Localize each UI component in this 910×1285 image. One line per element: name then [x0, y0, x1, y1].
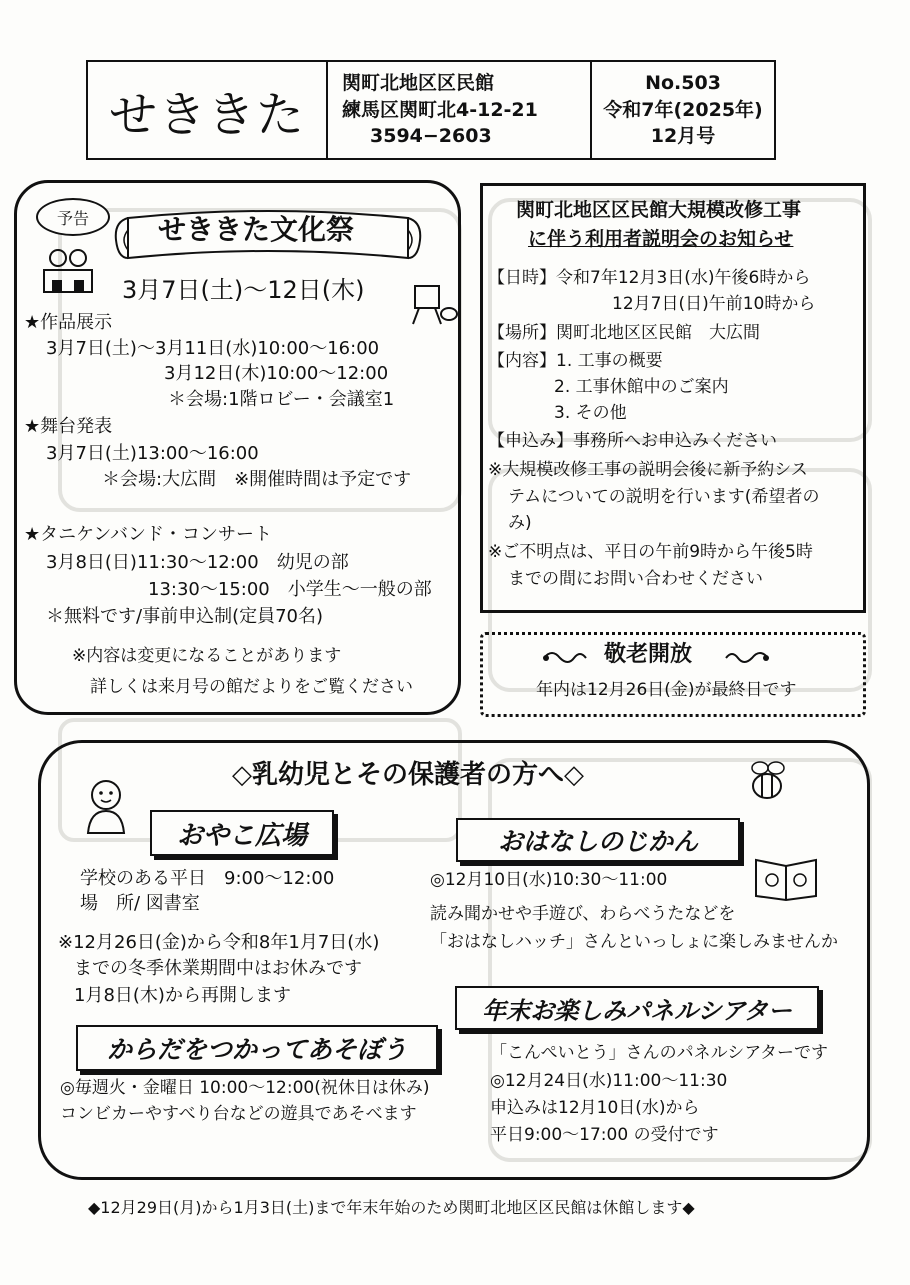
- festival-note1: ※内容は変更になることがあります: [72, 646, 342, 666]
- oyako-note3: 1月8日(木)から再開します: [74, 985, 291, 1006]
- hall-info: [328, 62, 592, 158]
- senior-title: 敬老開放: [604, 642, 693, 667]
- preview-badge: 予告: [36, 198, 110, 236]
- notice-content2: 2. 工事休館中のご案内: [554, 377, 729, 397]
- hall-phone: 3594−2603: [370, 125, 492, 148]
- kids-heading: ◇乳幼児とその保護者の方へ◇: [232, 760, 584, 790]
- oyako-line1: 学校のある平日 9:00～12:00: [80, 868, 335, 889]
- concert-line2: 13:30～15:00 小学生～一般の部: [148, 579, 432, 600]
- notice-note2b: までの間にお問い合わせください: [508, 569, 763, 589]
- ohanashi-line2: 読み聞かせや手遊び、わらべうたなどを: [430, 904, 736, 924]
- easel-icon: [405, 282, 459, 326]
- newsletter-title: せききた: [88, 62, 328, 158]
- oyako-line2: 場 所/ 図書室: [80, 893, 200, 914]
- notice-content1: 【内容】1. 工事の概要: [488, 351, 663, 371]
- issue-number: No.503: [645, 72, 721, 95]
- oyako-note2: までの冬季休業期間中はお休みです: [74, 958, 362, 979]
- panel-line4: 平日9:00～17:00 の受付です: [490, 1125, 719, 1145]
- notice-note1b: テムについての説明を行います(希望者の: [508, 487, 820, 507]
- karada-line1: ◎毎週火・金曜日 10:00～12:00(祝休日は休み): [60, 1078, 430, 1098]
- notice-note1c: み): [508, 513, 532, 533]
- concert-note: ＊無料です/事前申込制(定員70名): [46, 606, 324, 627]
- closure-notice: ◆12月29日(月)から1月3日(土)まで年末年始のため関町北地区区民館は休館します◆: [88, 1198, 695, 1217]
- notice-date-line1: 【日時】令和7年12月3日(水)午後6時から: [488, 268, 811, 288]
- notice-place: 【場所】関町北地区区民館 大広間: [488, 323, 760, 343]
- festival-title: せききた文化祭: [158, 213, 355, 246]
- exhibit-venue: ＊会場:1階ロビー・会議室1: [168, 389, 395, 410]
- masthead: [86, 60, 776, 160]
- stage-venue: ＊会場:大広間 ※開催時間は予定です: [102, 469, 412, 490]
- panel-line1: 「こんぺいとう」さんのパネルシアターです: [490, 1043, 829, 1063]
- concert-line1: 3月8日(日)11:30～12:00 幼児の部: [46, 552, 349, 573]
- oyako-title: おやこ広場: [150, 810, 334, 856]
- panel-line2: ◎12月24日(水)11:00～11:30: [490, 1071, 728, 1091]
- senior-text: 年内は12月26日(金)が最終日です: [536, 680, 797, 700]
- festival-dates: 3月7日(土)～12日(木): [122, 276, 365, 304]
- stage-icon: [38, 240, 98, 296]
- hall-name: 関町北地区区民館: [342, 72, 495, 95]
- ornament-right-icon: [722, 646, 772, 668]
- ohanashi-title: おはなしのじかん: [456, 818, 740, 862]
- notice-date-line2: 12月7日(日)午前10時から: [612, 294, 816, 314]
- ornament-left-icon: [540, 646, 590, 668]
- issue-info: [592, 62, 774, 158]
- notice-note2a: ※ご不明点は、平日の午前9時から午後5時: [488, 542, 813, 562]
- exhibit-title: ★作品展示: [24, 312, 113, 333]
- stage-title: ★舞台発表: [24, 416, 113, 437]
- panel-theater-title: 年末お楽しみパネルシアター: [455, 986, 819, 1030]
- concert-title: ★タニケンバンド・コンサート: [24, 524, 272, 545]
- exhibit-line2: 3月12日(木)10:00～12:00: [164, 363, 389, 384]
- hall-address: 練馬区関町北4-12-21: [342, 98, 538, 121]
- karada-line2: コンビカーやすべり台などの遊具であそべます: [60, 1104, 417, 1124]
- issue-year: 令和7年(2025年): [603, 98, 763, 121]
- ohanashi-line1: ◎12月10日(水)10:30～11:00: [430, 870, 668, 890]
- notice-title-line2: に伴う利用者説明会のお知らせ: [528, 228, 794, 250]
- notice-note1a: ※大規模改修工事の説明会後に新予約シス: [488, 460, 808, 480]
- exhibit-line1: 3月7日(土)～3月11日(水)10:00～16:00: [46, 338, 380, 359]
- notice-content3: 3. その他: [554, 403, 627, 423]
- book-icon: [752, 852, 820, 902]
- stage-line1: 3月7日(土)13:00～16:00: [46, 443, 259, 464]
- karada-title: からだをつかってあそぼう: [76, 1025, 438, 1071]
- bee-icon: [742, 758, 792, 804]
- ohanashi-line3: 「おはなしハッチ」さんといっしょに楽しみませんか: [430, 932, 838, 952]
- baby-icon: [76, 775, 136, 837]
- issue-month: 12月号: [650, 125, 716, 148]
- notice-apply: 【申込み】事務所へお申込みください: [488, 431, 777, 451]
- oyako-note1: ※12月26日(金)から令和8年1月7日(水): [58, 932, 380, 953]
- panel-line3: 申込みは12月10日(水)から: [490, 1098, 700, 1118]
- festival-note2: 詳しくは来月号の館だよりをご覧ください: [90, 677, 413, 697]
- notice-title-line1: 関町北地区区民館大規模改修工事: [516, 199, 802, 221]
